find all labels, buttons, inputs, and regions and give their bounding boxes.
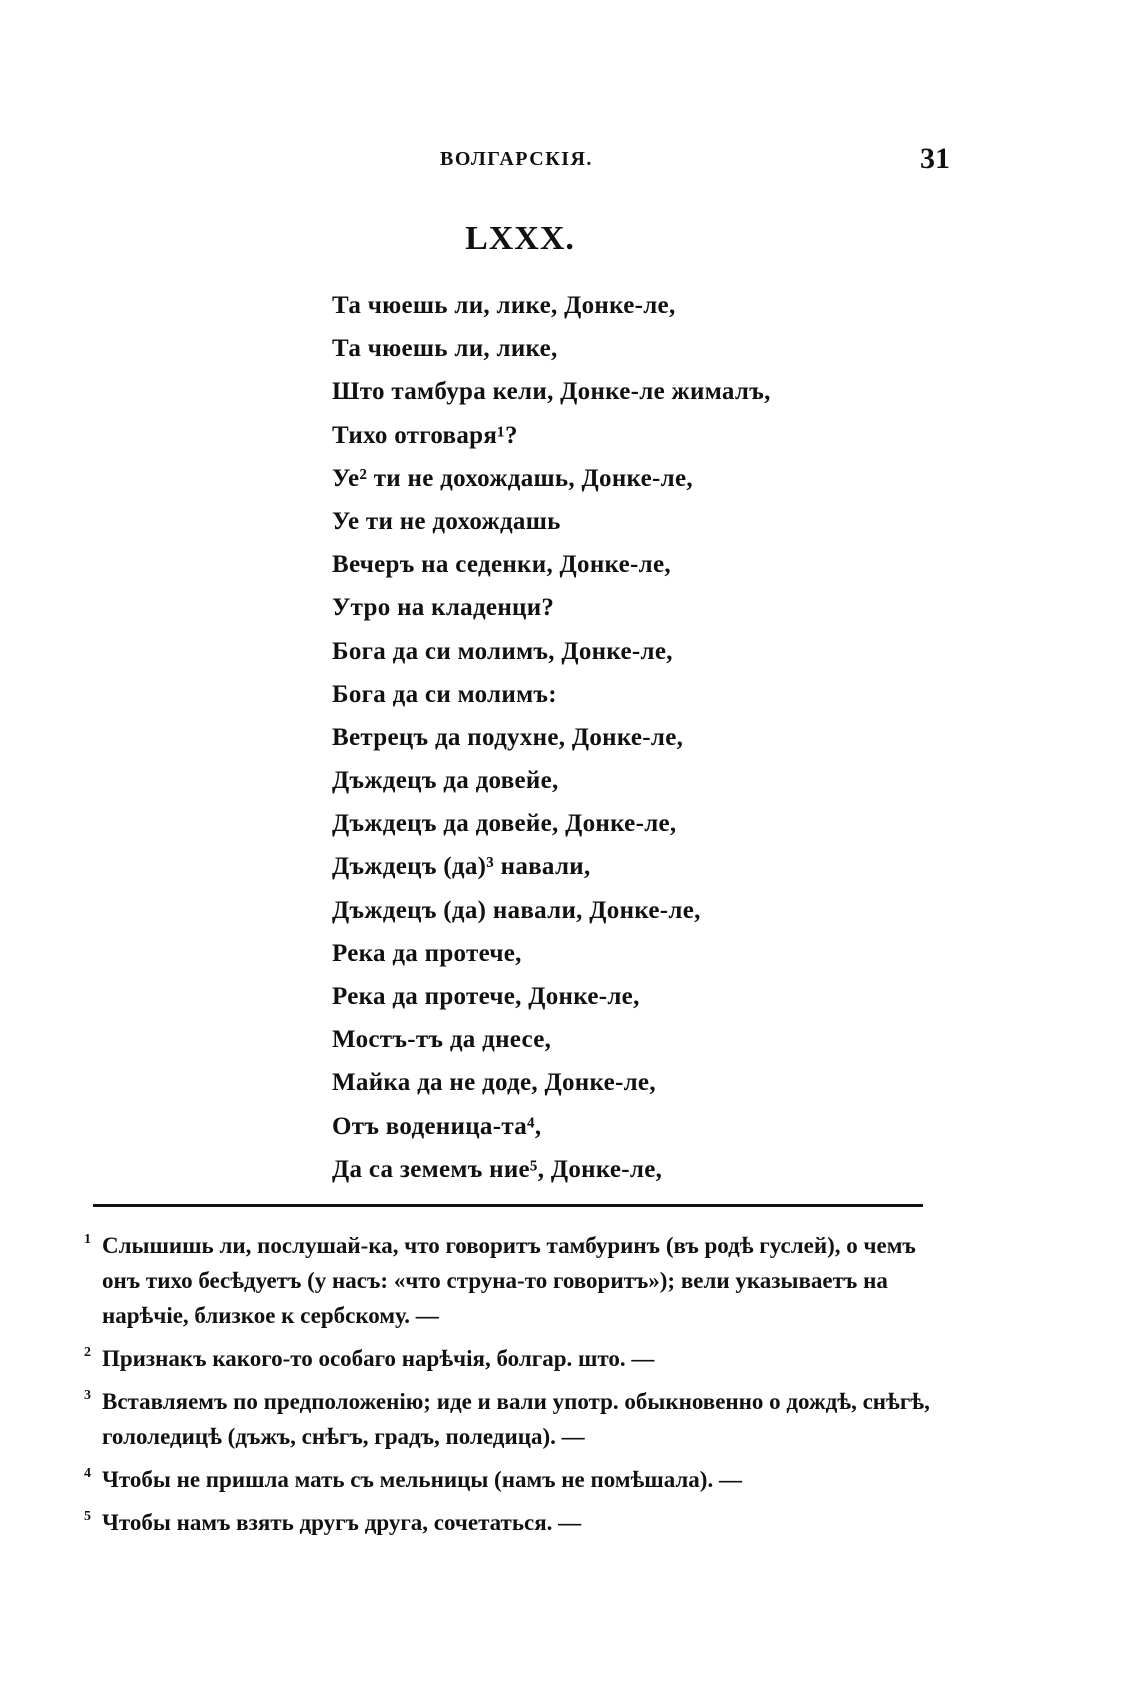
verse-line: Утро на кладенци?: [332, 594, 555, 622]
verse-line: Та чюешь ли, лике,: [332, 335, 558, 363]
verse-line: Отъ воденица-та⁴,: [332, 1112, 542, 1140]
verse-line: Та чюешь ли, лике, Донке-ле,: [332, 292, 676, 319]
running-title: ВОЛГАРСКІЯ.: [440, 148, 593, 170]
footnote-divider: [93, 1204, 923, 1207]
verse-line: Мостъ-тъ да днесе,: [332, 1026, 552, 1054]
footnote-text: Признакъ какого-то особаго нарѣчія, болгар. што. —: [102, 1346, 655, 1371]
verse-line: Дъждецъ да довейе,: [332, 767, 559, 795]
page-number: 31: [920, 142, 950, 175]
verse-line: Майка да не доде, Донке-ле,: [332, 1069, 656, 1097]
verse-line: Бога да си молимъ, Донке-ле,: [332, 637, 673, 665]
footnote: [84, 1384, 944, 1454]
footnote-text: Чтобы намъ взять другъ друга, сочетаться. —: [102, 1510, 582, 1535]
verse-line: Вечеръ на седенки, Донке-ле,: [332, 551, 671, 579]
footnote: [84, 1228, 944, 1333]
verse-line: Уе ти не дохождашь: [332, 507, 561, 535]
footnote: [84, 1505, 944, 1540]
footnote-mark: 3: [84, 1388, 91, 1403]
verse-line: Река да протече,: [332, 939, 522, 967]
verse-line: Ветрецъ да подухне, Донке-ле,: [332, 723, 684, 751]
footnote: [84, 1341, 944, 1376]
footnote-mark: 4: [84, 1466, 91, 1481]
verse-line: Тихо отговаря¹?: [332, 421, 518, 449]
footnotes: [84, 1228, 944, 1548]
verse-line: Што тамбура кели, Донке-ле жималъ,: [332, 378, 771, 406]
verse-line: Да са земемъ ние⁵, Донке-ле,: [332, 1155, 663, 1183]
footnote-mark: 2: [84, 1345, 91, 1360]
song-number: LXXX.: [465, 220, 575, 257]
verse-line: Дъждецъ (да)³ навали,: [332, 853, 591, 881]
verse-line: Бога да си молимъ:: [332, 680, 557, 708]
footnote-text: Чтобы не пришла мать съ мельницы (намъ не помѣшала). —: [102, 1467, 742, 1492]
footnote-text: Слышишь ли, послушай-ка, что говоритъ тамбуринъ (въ родѣ гуслей), о чемъ онъ тихо бесѣдуетъ (у насъ: «что струна-то говоритъ»); вели указываетъ на нарѣчіе, близкое к сербскому. —: [102, 1233, 916, 1328]
verse: [332, 284, 852, 1191]
verse-line: Дъждецъ да довейе, Донке-ле,: [332, 810, 677, 838]
footnote-mark: 5: [84, 1509, 91, 1524]
verse-line: Река да протече, Донке-ле,: [332, 983, 640, 1010]
verse-line: Уе² ти не дохождашь, Донке-ле,: [332, 464, 693, 492]
footnote-mark: 1: [84, 1232, 91, 1247]
verse-line: Дъждецъ (да) навали, Донке-ле,: [332, 896, 701, 924]
footnote-text: Вставляемъ по предположенію; иде и вали употр. обыкновенно о дождѣ, снѣгѣ, гололедицѣ (дъжъ, снѣгъ, градъ, поледица). —: [102, 1389, 930, 1449]
page-header: [440, 142, 950, 180]
footnote: [84, 1462, 944, 1497]
